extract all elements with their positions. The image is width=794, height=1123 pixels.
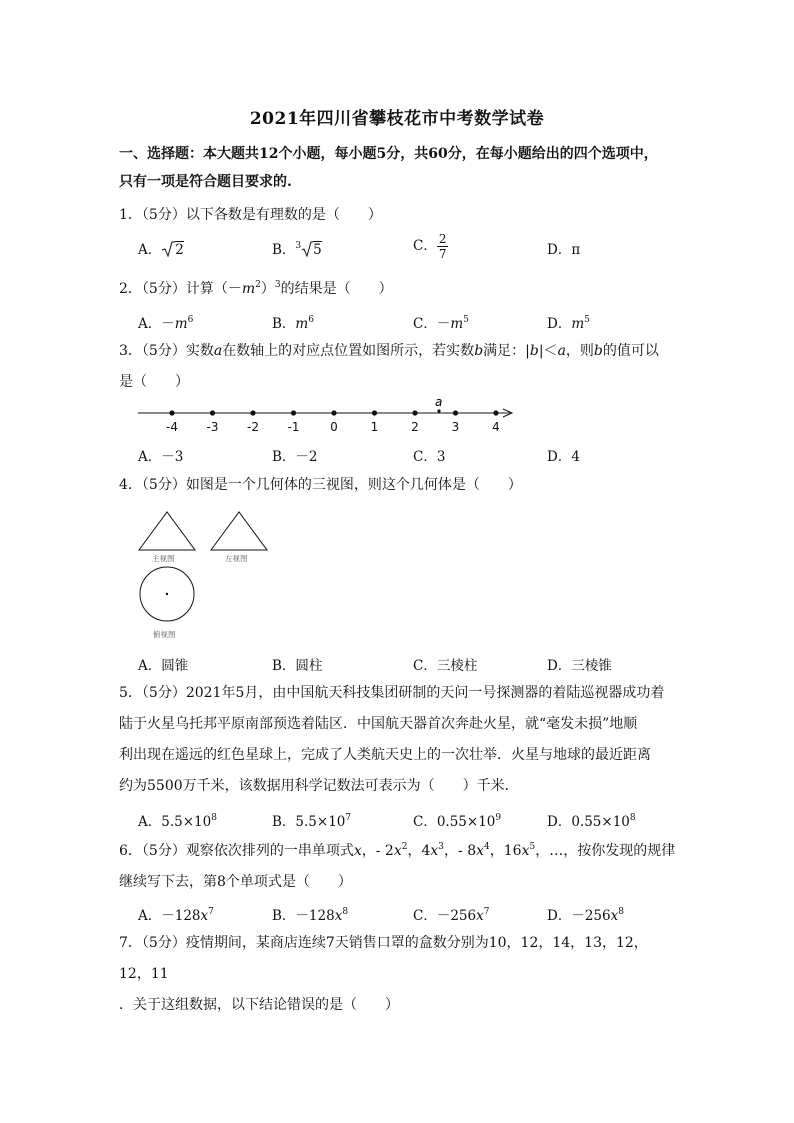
top-view-center [166,593,168,595]
axis-tick-label: -2 [247,420,259,434]
q3-mid3: |＜ [538,343,558,359]
q6-term5-exp: 5 [529,842,536,852]
option-c [413,904,489,924]
fraction-numerator: 2 [438,232,447,246]
option-d-exp: 8 [618,907,624,917]
option-a [138,238,184,258]
option-a-exp: 6 [187,315,194,325]
option-c: C．3 [413,449,446,465]
option-d: D．π [547,242,581,258]
q2-exp-outer: 3 [274,280,281,290]
option-a [138,312,193,332]
question-7 [119,928,679,1021]
q5-line3: 利出现在遥远的红色星球上，完成了人类航天史上的一次壮举．火星与地球的最近距离 [119,747,651,763]
option-a-exp: 8 [211,813,217,823]
option-d-exp: 5 [584,315,590,325]
option-a-var: x [200,908,209,924]
question-4: 4．（5分）如图是一个几何体的三视图，则这个几何体是（ ） [119,477,522,493]
fraction [437,232,449,261]
axis-tick-point [250,410,255,415]
point-a-label: a [435,396,443,409]
option-d [547,904,624,924]
option-a [138,904,214,924]
axis-tick-point [210,410,215,415]
question-3 [119,336,679,398]
q6-line1 [119,836,679,867]
number-line [130,396,520,440]
q6-term1: x [353,843,362,859]
axis-tick-point [412,410,417,415]
q6-term5-var: x [521,843,530,859]
question-6-options [138,904,678,928]
option-d-label: D． [547,316,572,332]
q3-var-a: a [213,343,223,359]
q3-var-b2: b [529,343,539,359]
q5-line1: 5．（5分）2021年5月，由中国航天科技集团研制的天问一号探测器的着陆巡视器成功着 [119,685,665,701]
option-b-var: m [295,316,309,332]
three-views-figure [132,508,282,644]
axis-tick-point [493,410,498,415]
option-d-exp: 8 [629,813,636,823]
point-a [437,409,440,412]
question-2 [119,274,679,305]
option-a-value: 2 [175,242,184,258]
option-d [547,312,590,332]
axis-tick-point [453,410,458,415]
option-a-label: A． [138,242,162,258]
q6-term3-coef: ，4 [407,843,431,859]
q3-mid: 在数轴上的对应点位置如图所示，若实数 [222,343,475,359]
q2-suffix: 的结果是（ ） [280,281,393,297]
q6-prefix: 6．（5分）观察依次排列的一串单项式 [119,843,354,859]
q3-var-a2: a [557,343,566,359]
option-b-label: B． [272,242,296,258]
option-c [413,810,501,830]
option-c-var: m [450,316,464,332]
option-b-var: x [334,908,343,924]
section-heading-line1: 一、选择题：本大题共12个小题，每小题5分，共60分，在每小题给出的四个选项中， [119,146,658,162]
q3-mid4: ，则 [565,343,594,359]
axis-tick-label: 1 [370,420,379,434]
option-c-exp: 7 [483,907,490,917]
option-b-root-index: 3 [295,241,302,251]
option-d-var: m [571,316,585,332]
option-c-exp: 9 [495,813,502,823]
option-c-text: C．－256 [413,908,477,924]
option-a-label: A．－ [138,316,175,332]
option-c-exp: 5 [463,315,469,325]
axis-tick-point [331,410,336,415]
option-d-var: x [610,908,619,924]
option-b: B．－2 [272,449,318,465]
option-b [272,312,314,332]
option-a-exp: 7 [208,907,214,917]
q6-term4-var: x [476,843,485,859]
axis-tick-label: -1 [287,420,300,434]
q6-term2-exp: 2 [401,842,408,852]
option-c-text: C．0.55×10 [413,814,496,830]
option-d-text: D．0.55×10 [547,814,630,830]
q7-line1: 7．（5分）疫情期间，某商店连续7天销售口罩的盒数分别为10，12，14，13，12，12，11 [119,935,648,982]
q2-exp-inner: 2 [255,280,261,290]
option-c-label: C． [413,238,437,254]
option-a: A．圆锥 [138,658,189,674]
option-a-text: A．5.5×10 [138,814,212,830]
axis-tick-label: 4 [492,420,500,434]
page-title: 2021年四川省攀枝花市中考数学试卷 [249,109,545,129]
question-1-options [138,232,678,262]
axis-tick-label: 0 [330,420,338,434]
q5-line4: 约为5500万千米，该数据用科学记数法可表示为（ ）千米． [119,778,519,794]
axis-ticks [166,410,500,434]
q2-var: m [241,281,256,297]
top-view-label: 俯视图 [153,630,176,639]
question-4-options [138,654,678,678]
axis-tick-point [291,410,296,415]
axis-tick-label: 3 [451,420,460,434]
q7-line2: ．关于这组数据，以下结论错误的是（ ） [119,997,399,1013]
q6-term4-coef: ，- 8 [444,843,477,859]
option-b [272,238,322,258]
q3-line2: 是（ ） [119,374,189,390]
option-a-text: A．－128 [138,908,201,924]
front-view-triangle [139,512,195,550]
option-c-var: x [476,908,484,924]
q2-prefix: 2．（5分）计算（－ [119,281,242,297]
axis-tick-label: 2 [411,420,419,434]
q3-var-b: b [474,343,484,359]
q5-line2: 陆于火星乌托邦平原南部预选着陆区．中国航天器首次奔赴火星，就“毫发未损”地顺 [119,716,638,732]
option-b-exp: 8 [342,907,349,917]
q6-term4-exp: 4 [484,842,490,852]
option-d [547,810,636,830]
q3-suffix: 的值可以 [602,343,659,359]
section-heading [119,140,679,196]
cbrt-sign [301,240,313,258]
axis-tick-label: -4 [166,420,178,434]
front-view-label: 主视图 [152,554,175,563]
option-b-exp: 6 [308,315,314,325]
q6-line2: 继续写下去，第8个单项式是（ ） [119,874,352,890]
option-a: A．－3 [138,449,184,465]
q3-line1 [119,336,679,367]
q3-var-b3: b [593,343,603,359]
question-2-options [138,312,678,336]
option-b-text: B．－128 [272,908,335,924]
option-d-text: D．－256 [547,908,611,924]
option-b [272,810,351,830]
q6-term3-exp: 3 [438,842,445,852]
option-b [272,904,348,924]
q3-prefix: 3．（5分）实数 [119,343,214,359]
left-view-triangle [211,512,267,550]
q2-close: ） [260,281,275,297]
option-d: D．4 [547,449,580,465]
option-b: B．圆柱 [272,658,323,674]
option-b-value: 5 [313,242,322,258]
q6-term3-var: x [430,843,439,859]
option-b-label: B． [272,316,296,332]
section-heading-line2: 只有一项是符合题目要求的. [119,174,292,190]
axis-tick-label: -3 [206,420,219,434]
option-a-var: m [174,316,188,332]
option-b-exp: 7 [345,813,352,823]
option-d: D．三棱锥 [547,658,612,674]
q3-mid2: 满足：| [483,343,530,359]
sqrt-sign [161,240,175,258]
option-c-label: C．－ [413,316,451,332]
left-view-label: 左视图 [225,554,248,563]
question-6 [119,836,679,898]
q6-term2-coef: ，- 2 [361,843,394,859]
option-c [413,312,469,332]
option-c [413,232,448,261]
axis-tick-point [169,410,174,415]
q6-term5-coef: ，16 [489,843,522,859]
question-1: 1．（5分）以下各数是有理数的是（ ） [119,207,382,223]
question-3-options [138,445,678,469]
axis-tick-point [372,410,377,415]
q6-suffix: ，…，按你发现的规律 [535,843,676,859]
q6-term2-var: x [393,843,402,859]
question-5-options [138,810,678,834]
fraction-denominator: 7 [438,247,447,261]
option-a [138,810,217,830]
option-c: C．三棱柱 [413,658,478,674]
question-5 [119,678,679,802]
option-b-text: B．5.5×10 [272,814,346,830]
